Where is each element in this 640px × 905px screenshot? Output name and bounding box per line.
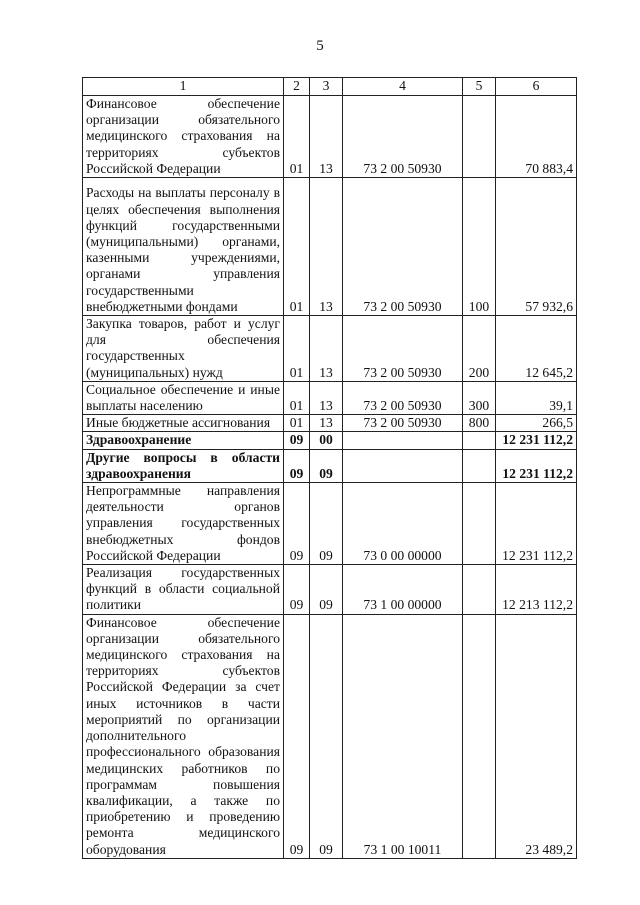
row-subsection: 13 (310, 96, 343, 178)
row-amount: 70 883,4 (496, 96, 577, 178)
page-number: 5 (316, 38, 324, 54)
row-expense-type: 100 (463, 178, 496, 316)
row-section: 01 (284, 178, 310, 316)
table-row (83, 449, 577, 482)
row-amount: 12 231 112,2 (496, 449, 577, 482)
row-expense-type (463, 483, 496, 565)
header-col-4: 4 (343, 78, 463, 96)
table-row (83, 178, 577, 316)
row-subsection: 09 (310, 565, 343, 615)
row-subsection: 09 (310, 614, 343, 858)
row-name: Закупка товаров, работ и услуг для обеспечения государственных (муниципальных) нужд (83, 316, 284, 382)
row-expense-type: 200 (463, 316, 496, 382)
row-expense-type (463, 449, 496, 482)
row-section: 01 (284, 96, 310, 178)
row-section: 01 (284, 415, 310, 432)
row-name: Социальное обеспечение и иные выплаты населению (83, 381, 284, 414)
row-expense-type (463, 614, 496, 858)
row-amount: 12 231 112,2 (496, 483, 577, 565)
row-expense-type (463, 565, 496, 615)
row-target-code (343, 432, 463, 449)
header-col-2: 2 (284, 78, 310, 96)
table-row (83, 381, 577, 414)
row-target-code: 73 2 00 50930 (343, 381, 463, 414)
row-target-code (343, 449, 463, 482)
row-target-code: 73 1 00 00000 (343, 565, 463, 615)
row-amount: 266,5 (496, 415, 577, 432)
row-name: Другие вопросы в области здравоохранения (83, 449, 284, 482)
table-row (83, 614, 577, 858)
table-row (83, 316, 577, 382)
row-target-code: 73 1 00 10011 (343, 614, 463, 858)
row-name: Иные бюджетные ассигнования (83, 415, 284, 432)
row-target-code: 73 2 00 50930 (343, 178, 463, 316)
header-col-1: 1 (83, 78, 284, 96)
row-subsection: 13 (310, 178, 343, 316)
table-row (83, 96, 577, 178)
header-col-5: 5 (463, 78, 496, 96)
row-expense-type (463, 96, 496, 178)
table-row (83, 565, 577, 615)
row-section: 09 (284, 614, 310, 858)
row-amount: 12 645,2 (496, 316, 577, 382)
row-subsection: 13 (310, 415, 343, 432)
row-subsection: 00 (310, 432, 343, 449)
row-expense-type: 800 (463, 415, 496, 432)
header-col-6: 6 (496, 78, 577, 96)
table-row (83, 415, 577, 432)
row-target-code: 73 2 00 50930 (343, 96, 463, 178)
row-target-code: 73 2 00 50930 (343, 316, 463, 382)
row-name: Финансовое обеспечение организации обязательного медицинского страхования на территориях субъектов Российской Федерации (83, 96, 284, 178)
row-amount: 12 213 112,2 (496, 565, 577, 615)
row-section: 09 (284, 483, 310, 565)
row-name: Финансовое обеспечение организации обязательного медицинского страхования на территориях субъектов Российской Федерации за счет иных источников в части мероприятий по организации дополнительного профессионального образования медицинских работников по программам повышения квалификации, а также по приобретению и проведению ремонта медицинского оборудования (83, 614, 284, 858)
row-expense-type (463, 432, 496, 449)
table-row (83, 483, 577, 565)
row-name: Реализация государственных функций в области социальной политики (83, 565, 284, 615)
row-section: 09 (284, 565, 310, 615)
row-subsection: 13 (310, 381, 343, 414)
row-amount: 39,1 (496, 381, 577, 414)
row-section: 09 (284, 432, 310, 449)
header-col-3: 3 (310, 78, 343, 96)
row-target-code: 73 0 00 00000 (343, 483, 463, 565)
row-expense-type: 300 (463, 381, 496, 414)
row-subsection: 13 (310, 316, 343, 382)
row-amount: 57 932,6 (496, 178, 577, 316)
row-section: 01 (284, 316, 310, 382)
row-section: 01 (284, 381, 310, 414)
table-row (83, 432, 577, 449)
row-target-code: 73 2 00 50930 (343, 415, 463, 432)
row-name: Здравоохранение (83, 432, 284, 449)
row-section: 09 (284, 449, 310, 482)
row-name: Непрограммные направления деятельности органов управления государственных внебюджетных фондов Российской Федерации (83, 483, 284, 565)
budget-table (82, 77, 577, 859)
row-amount: 12 231 112,2 (496, 432, 577, 449)
row-amount: 23 489,2 (496, 614, 577, 858)
row-name: Расходы на выплаты персоналу в целях обеспечения выполнения функций государственными (муниципальными) органами, казенными учреждениями, органами управления государственными внебюджетными фондами (83, 178, 284, 316)
row-subsection: 09 (310, 483, 343, 565)
header-row (83, 78, 577, 96)
row-subsection: 09 (310, 449, 343, 482)
